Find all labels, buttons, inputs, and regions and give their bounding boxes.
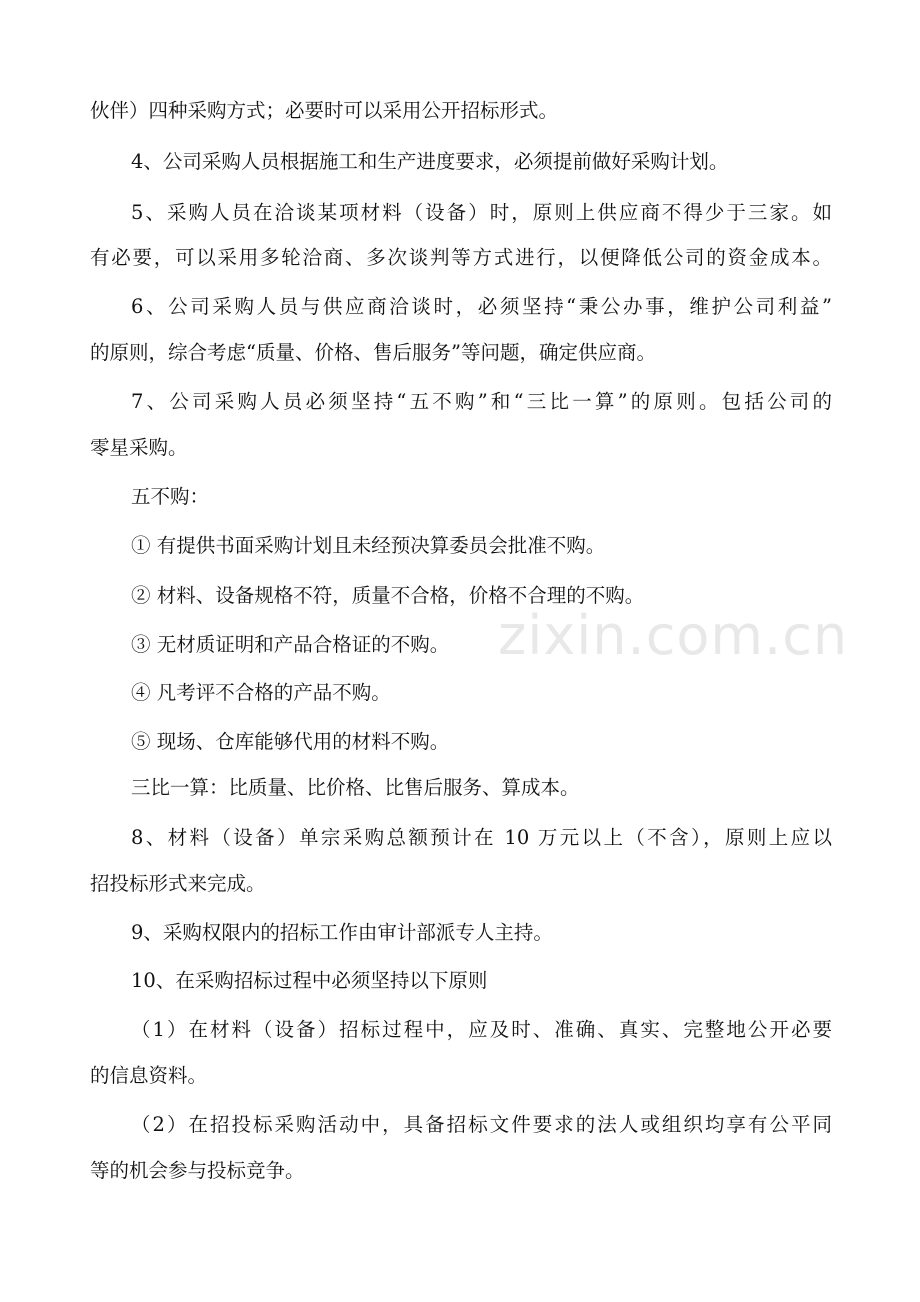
watermark: zixin.com.cn bbox=[498, 604, 849, 667]
list-item: ⑤ 现场、仓库能够代用的材料不购。 bbox=[131, 730, 450, 753]
text-line: 零星采购。 bbox=[90, 436, 188, 459]
text-line: 10、在采购招标过程中必须坚持以下原则 bbox=[131, 969, 488, 992]
text-line: （1）在材料（设备）招标过程中，应及时、准确、真实、完整地公开必要 bbox=[131, 1018, 832, 1041]
text-line: （2）在招投标采购活动中，具备招标文件要求的法人或组织均享有公平同 bbox=[131, 1113, 832, 1136]
text-line: 三比一算：比质量、比价格、比售后服务、算成本。 bbox=[131, 776, 580, 799]
section-label: 五不购： bbox=[131, 485, 210, 508]
text-line: 7、公司采购人员必须坚持“五不购”和“三比一算”的原则。包括公司的 bbox=[131, 390, 832, 413]
text-line: 4、公司采购人员根据施工和生产进度要求，必须提前做好采购计划。 bbox=[131, 150, 729, 173]
text-line: 的信息资料。 bbox=[90, 1064, 208, 1087]
text-line: 6、公司采购人员与供应商洽谈时，必须坚持“秉公办事，维护公司利益” bbox=[131, 295, 832, 318]
list-item: ③ 无材质证明和产品合格证的不购。 bbox=[131, 633, 450, 656]
list-item: ④ 凡考评不合格的产品不购。 bbox=[131, 681, 391, 704]
text-line: 5、采购人员在洽谈某项材料（设备）时，原则上供应商不得少于三家。如 bbox=[131, 201, 832, 224]
text-line: 有必要，可以采用多轮洽商、多次谈判等方式进行，以便降低公司的资金成本。 bbox=[90, 246, 832, 269]
text-line: 招投标形式来完成。 bbox=[90, 872, 266, 895]
text-line: 的原则，综合考虑“质量、价格、售后服务”等问题，确定供应商。 bbox=[90, 341, 656, 364]
text-line: 8、材料（设备）单宗采购总额预计在 10 万元以上（不含），原则上应以 bbox=[131, 826, 832, 849]
list-item: ② 材料、设备规格不符，质量不合格，价格不合理的不购。 bbox=[131, 584, 645, 607]
list-item: ① 有提供书面采购计划且未经预决算委员会批准不购。 bbox=[131, 534, 606, 557]
text-line: 9、采购权限内的招标工作由审计部派专人主持。 bbox=[131, 921, 553, 944]
text-line: 等的机会参与投标竞争。 bbox=[90, 1159, 305, 1182]
text-line: 伙伴）四种采购方式；必要时可以采用公开招标形式。 bbox=[90, 99, 559, 122]
